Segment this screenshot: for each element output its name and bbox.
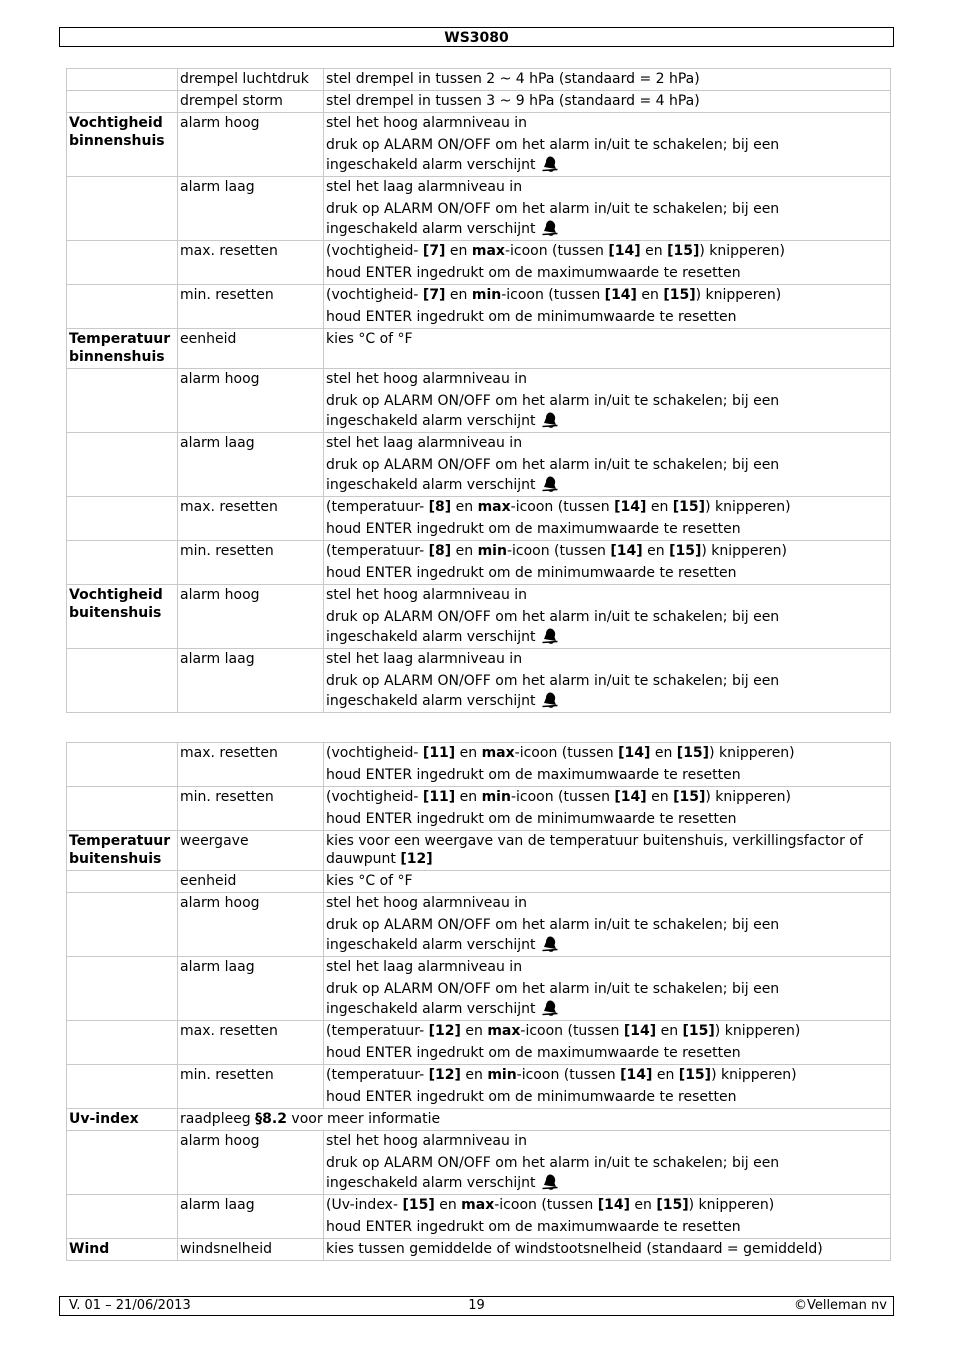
description-line [326, 998, 888, 1018]
table-row [67, 541, 891, 585]
description-text: kies voor een weergave van de temperatuur buitenshuis, verkillingsfactor of dauwpunt [326, 833, 863, 867]
description-text: -icoon (tussen [510, 789, 615, 805]
description-line [326, 1196, 888, 1214]
description-line [326, 1240, 888, 1258]
settings-table-2 [66, 742, 891, 1261]
reference-number: [12] [428, 1023, 461, 1039]
description-line: druk op ALARM ON/OFF om het alarm in/uit te schakelen; bij een [326, 457, 780, 473]
description-line: druk op ALARM ON/OFF om het alarm in/uit te schakelen; bij een [326, 137, 780, 153]
description-text: stel drempel in tussen 3 ~ 9 hPa (standaard = 4 hPa) [326, 93, 700, 109]
setting-cell: alarm hoog [178, 369, 324, 433]
description-cell [324, 957, 891, 1021]
reference-number: [11] [422, 789, 456, 805]
reference-number: [14] [604, 287, 637, 303]
description-text: ingeschakeld alarm verschijnt [326, 693, 536, 709]
setting-cell: max. resetten [178, 241, 324, 285]
section-reference: §8.2 [255, 1111, 287, 1127]
category-cell: Uv-index [67, 1109, 178, 1131]
footer-version: V. 01 – 21/06/2013 [69, 1298, 191, 1313]
description-cell [324, 497, 891, 541]
setting-cell: eenheid [178, 871, 324, 893]
description-text: ) knipperen) [711, 1067, 797, 1083]
description-text: en [642, 543, 670, 559]
description-text: ingeschakeld alarm verschijnt [326, 937, 536, 953]
description-text: -icoon (tussen [501, 287, 605, 303]
reference-number: [14] [623, 1023, 657, 1039]
description-line [326, 410, 888, 430]
setting-cell: alarm hoog [178, 113, 324, 177]
table-row [67, 831, 891, 871]
description-line: stel het hoog alarmniveau in [326, 371, 528, 387]
description-text: -icoon (tussen [506, 543, 611, 559]
description-line: houd ENTER ingedrukt om de minimumwaarde te resetten [326, 309, 737, 325]
category-cell [67, 285, 178, 329]
category-cell: Vochtigheid buitenshuis [67, 585, 178, 649]
alarm-bell-icon [541, 626, 559, 644]
description-line [326, 934, 888, 954]
description-text: (vochtigheid- [326, 287, 423, 303]
category-cell [67, 69, 178, 91]
icon-name: min [477, 543, 507, 559]
description-cell [324, 893, 891, 957]
icon-name: min [487, 1067, 517, 1083]
description-line [326, 788, 888, 806]
alarm-bell-icon [541, 474, 559, 492]
description-line [326, 542, 888, 560]
category-cell [67, 541, 178, 585]
icon-name: min [481, 789, 511, 805]
description-line: druk op ALARM ON/OFF om het alarm in/uit te schakelen; bij een [326, 673, 780, 689]
description-cell [324, 1195, 891, 1239]
setting-cell: alarm hoog [178, 585, 324, 649]
description-text: en [445, 243, 472, 259]
category-cell [67, 177, 178, 241]
setting-cell: alarm laag [178, 177, 324, 241]
description-text: (vochtigheid- [326, 745, 423, 761]
description-text: -icoon (tussen [516, 1067, 621, 1083]
category-cell [67, 241, 178, 285]
description-line: stel het hoog alarmniveau in [326, 115, 528, 131]
description-text: en [451, 543, 478, 559]
table-row [67, 743, 891, 787]
description-cell [324, 871, 891, 893]
description-line [326, 70, 888, 88]
description-text: en [650, 745, 677, 761]
reference-number: [12] [428, 1067, 461, 1083]
description-line: druk op ALARM ON/OFF om het alarm in/uit te schakelen; bij een [326, 1155, 780, 1171]
setting-cell: min. resetten [178, 1065, 324, 1109]
category-cell: Temperatuur binnenshuis [67, 329, 178, 369]
category-cell [67, 871, 178, 893]
description-text: (temperatuur- [326, 1023, 429, 1039]
category-cell [67, 957, 178, 1021]
description-text: kies °C of °F [326, 873, 413, 889]
icon-name: max [471, 243, 505, 259]
description-line [326, 330, 888, 348]
description-line [326, 690, 888, 710]
description-line: druk op ALARM ON/OFF om het alarm in/uit te schakelen; bij een [326, 201, 780, 217]
description-cell [324, 831, 891, 871]
description-line [326, 832, 888, 868]
icon-name: max [487, 1023, 521, 1039]
description-line [326, 626, 888, 646]
alarm-bell-icon [541, 154, 559, 172]
setting-cell: min. resetten [178, 285, 324, 329]
description-text: (temperatuur- [326, 499, 429, 515]
reference-number: [14] [614, 789, 647, 805]
category-cell: Vochtigheid binnenshuis [67, 113, 178, 177]
description-cell [324, 69, 891, 91]
description-text: ingeschakeld alarm verschijnt [326, 1001, 536, 1017]
setting-cell: max. resetten [178, 743, 324, 787]
alarm-bell-icon [541, 690, 559, 708]
description-cell [324, 787, 891, 831]
reference-number: [14] [618, 745, 651, 761]
table-row [67, 1195, 891, 1239]
description-text: kies °C of °F [326, 331, 413, 347]
category-cell [67, 1065, 178, 1109]
description-text: -icoon (tussen [510, 499, 615, 515]
description-text: voor meer informatie [286, 1111, 441, 1127]
description-line [326, 242, 888, 260]
category-cell [67, 1195, 178, 1239]
description-text: kies tussen gemiddelde of windstootsnelheid (standaard = gemiddeld) [326, 1241, 823, 1257]
description-text: -icoon (tussen [504, 243, 609, 259]
reference-number: [7] [422, 243, 446, 259]
description-text: raadpleeg [180, 1111, 256, 1127]
description-cell [324, 1131, 891, 1195]
description-cell [324, 1239, 891, 1261]
table-row [67, 957, 891, 1021]
settings-table-1 [66, 68, 891, 713]
category-cell: Temperatuur buitenshuis [67, 831, 178, 871]
table-row [67, 1065, 891, 1109]
description-line: druk op ALARM ON/OFF om het alarm in/uit te schakelen; bij een [326, 981, 780, 997]
description-text: en [629, 1197, 657, 1213]
description-text: en [646, 789, 674, 805]
footer-copyright: ©Velleman nv [793, 1298, 887, 1313]
setting-cell: weergave [178, 831, 324, 871]
description-cell [324, 649, 891, 713]
description-line [326, 92, 888, 110]
reference-number: [7] [422, 287, 446, 303]
description-text: -icoon (tussen [520, 1023, 624, 1039]
description-line [326, 286, 888, 304]
description-line [326, 1022, 888, 1040]
description-text: ) knipperen) [688, 1197, 775, 1213]
setting-cell: windsnelheid [178, 1239, 324, 1261]
description-text: en [460, 1023, 488, 1039]
table-row [67, 113, 891, 177]
page-header [59, 27, 894, 47]
category-cell [67, 1131, 178, 1195]
category-cell [67, 649, 178, 713]
description-cell [324, 113, 891, 177]
description-text: (temperatuur- [326, 543, 429, 559]
description-line [326, 1172, 888, 1192]
reference-number: [15] [682, 1023, 715, 1039]
description-text: en [640, 243, 668, 259]
description-text: en [460, 1067, 488, 1083]
table-row [67, 1131, 891, 1195]
description-cell [324, 585, 891, 649]
table-row [67, 329, 891, 369]
category-cell [67, 1021, 178, 1065]
description-text: -icoon (tussen [494, 1197, 598, 1213]
table-row [67, 893, 891, 957]
description-line: stel het hoog alarmniveau in [326, 1133, 528, 1149]
alarm-bell-icon [541, 218, 559, 236]
setting-cell: max. resetten [178, 497, 324, 541]
description-text: (temperatuur- [326, 1067, 429, 1083]
description-cell [324, 1065, 891, 1109]
reference-number: [15] [676, 745, 710, 761]
description-cell [324, 541, 891, 585]
alarm-bell-icon [541, 934, 559, 952]
description-cell [178, 1109, 891, 1131]
description-cell [324, 285, 891, 329]
reference-number: [15] [663, 287, 696, 303]
reference-number: [14] [608, 243, 641, 259]
table-row [67, 1021, 891, 1065]
category-cell [67, 433, 178, 497]
reference-number: [14] [614, 499, 647, 515]
page-footer [59, 1296, 894, 1316]
description-line [326, 474, 888, 494]
setting-cell: alarm laag [178, 433, 324, 497]
reference-number: [15] [667, 243, 700, 259]
table-row [67, 433, 891, 497]
icon-name: max [477, 499, 511, 515]
description-line: stel het laag alarmniveau in [326, 959, 523, 975]
table-row [67, 497, 891, 541]
reference-number: [12] [400, 851, 433, 867]
description-text: en [451, 499, 478, 515]
description-text: ingeschakeld alarm verschijnt [326, 157, 536, 173]
description-text: en [455, 789, 482, 805]
description-line: houd ENTER ingedrukt om de maximumwaarde te resetten [326, 767, 741, 783]
description-line [326, 1066, 888, 1084]
description-line: houd ENTER ingedrukt om de minimumwaarde te resetten [326, 811, 737, 827]
icon-name: min [471, 287, 502, 303]
category-cell [67, 743, 178, 787]
description-text: en [652, 1067, 679, 1083]
description-cell [324, 329, 891, 369]
description-text: ) knipperen) [714, 1023, 801, 1039]
description-text: ingeschakeld alarm verschijnt [326, 477, 536, 493]
description-line: houd ENTER ingedrukt om de maximumwaarde te resetten [326, 1219, 741, 1235]
setting-cell: alarm laag [178, 1195, 324, 1239]
icon-name: max [481, 745, 515, 761]
alarm-bell-icon [541, 410, 559, 428]
table-row [67, 91, 891, 113]
table-row [67, 285, 891, 329]
table-row [67, 585, 891, 649]
description-line [326, 872, 888, 890]
description-line: houd ENTER ingedrukt om de minimumwaarde te resetten [326, 565, 737, 581]
description-cell [324, 177, 891, 241]
description-line: stel het laag alarmniveau in [326, 179, 523, 195]
description-text: ) knipperen) [699, 243, 785, 259]
description-line: houd ENTER ingedrukt om de minimumwaarde te resetten [326, 1089, 737, 1105]
reference-number: [15] [678, 1067, 712, 1083]
description-line: stel het laag alarmniveau in [326, 435, 523, 451]
description-cell [324, 1021, 891, 1065]
reference-number: [15] [402, 1197, 435, 1213]
table-row [67, 1109, 891, 1131]
reference-number: [14] [610, 543, 643, 559]
setting-cell: alarm hoog [178, 893, 324, 957]
category-cell [67, 91, 178, 113]
table-row [67, 649, 891, 713]
category-cell [67, 787, 178, 831]
reference-number: [15] [673, 789, 706, 805]
alarm-bell-icon [541, 998, 559, 1016]
table-row [67, 1239, 891, 1261]
description-cell [324, 743, 891, 787]
setting-cell: min. resetten [178, 541, 324, 585]
description-line: stel het laag alarmniveau in [326, 651, 523, 667]
description-text: ingeschakeld alarm verschijnt [326, 413, 536, 429]
description-line: druk op ALARM ON/OFF om het alarm in/uit te schakelen; bij een [326, 609, 780, 625]
category-cell: Wind [67, 1239, 178, 1261]
description-text: ) knipperen) [705, 499, 791, 515]
table-row [67, 369, 891, 433]
description-line [326, 154, 888, 174]
table-row [67, 69, 891, 91]
description-text: ingeschakeld alarm verschijnt [326, 629, 536, 645]
description-text: (Uv-index- [326, 1197, 403, 1213]
table-row [67, 241, 891, 285]
reference-number: [14] [620, 1067, 653, 1083]
category-cell [67, 369, 178, 433]
description-line [326, 218, 888, 238]
description-cell [324, 241, 891, 285]
reference-number: [15] [672, 499, 706, 515]
description-text: ) knipperen) [701, 543, 787, 559]
description-line: houd ENTER ingedrukt om de maximumwaarde te resetten [326, 521, 741, 537]
description-text: (vochtigheid- [326, 243, 423, 259]
description-line: houd ENTER ingedrukt om de maximumwaarde te resetten [326, 265, 741, 281]
description-cell [324, 91, 891, 113]
setting-cell: drempel luchtdruk [178, 69, 324, 91]
description-line [326, 744, 888, 762]
setting-cell: min. resetten [178, 787, 324, 831]
description-text: ) knipperen) [709, 745, 795, 761]
reference-number: [14] [597, 1197, 630, 1213]
description-text: en [455, 745, 482, 761]
setting-cell: eenheid [178, 329, 324, 369]
description-line: druk op ALARM ON/OFF om het alarm in/uit te schakelen; bij een [326, 917, 780, 933]
reference-number: [15] [669, 543, 702, 559]
setting-cell: max. resetten [178, 1021, 324, 1065]
description-line: stel het hoog alarmniveau in [326, 587, 528, 603]
description-text: en [636, 287, 664, 303]
description-text: ingeschakeld alarm verschijnt [326, 221, 536, 237]
description-cell [324, 369, 891, 433]
description-text: ) knipperen) [705, 789, 791, 805]
icon-name: max [461, 1197, 495, 1213]
category-cell [67, 893, 178, 957]
setting-cell: alarm hoog [178, 1131, 324, 1195]
description-text: en [434, 1197, 462, 1213]
setting-cell: alarm laag [178, 957, 324, 1021]
description-line: druk op ALARM ON/OFF om het alarm in/uit te schakelen; bij een [326, 393, 780, 409]
description-text: en [445, 287, 472, 303]
description-cell [324, 433, 891, 497]
table-row [67, 787, 891, 831]
table-row [67, 871, 891, 893]
reference-number: [15] [656, 1197, 689, 1213]
description-text: ingeschakeld alarm verschijnt [326, 1175, 536, 1191]
category-cell [67, 497, 178, 541]
alarm-bell-icon [541, 1172, 559, 1190]
description-line [326, 498, 888, 516]
reference-number: [8] [428, 499, 452, 515]
description-line: stel het hoog alarmniveau in [326, 895, 528, 911]
footer-page-number: 19 [468, 1298, 485, 1313]
description-text: (vochtigheid- [326, 789, 423, 805]
description-text: ) knipperen) [695, 287, 782, 303]
reference-number: [11] [422, 745, 456, 761]
reference-number: [8] [428, 543, 452, 559]
description-line: houd ENTER ingedrukt om de maximumwaarde te resetten [326, 1045, 741, 1061]
setting-cell: drempel storm [178, 91, 324, 113]
description-text: en [656, 1023, 683, 1039]
setting-cell: alarm laag [178, 649, 324, 713]
document-title: WS3080 [444, 30, 509, 46]
description-text: stel drempel in tussen 2 ~ 4 hPa (standaard = 2 hPa) [326, 71, 700, 87]
description-text: -icoon (tussen [514, 745, 619, 761]
description-text: en [646, 499, 673, 515]
table-row [67, 177, 891, 241]
